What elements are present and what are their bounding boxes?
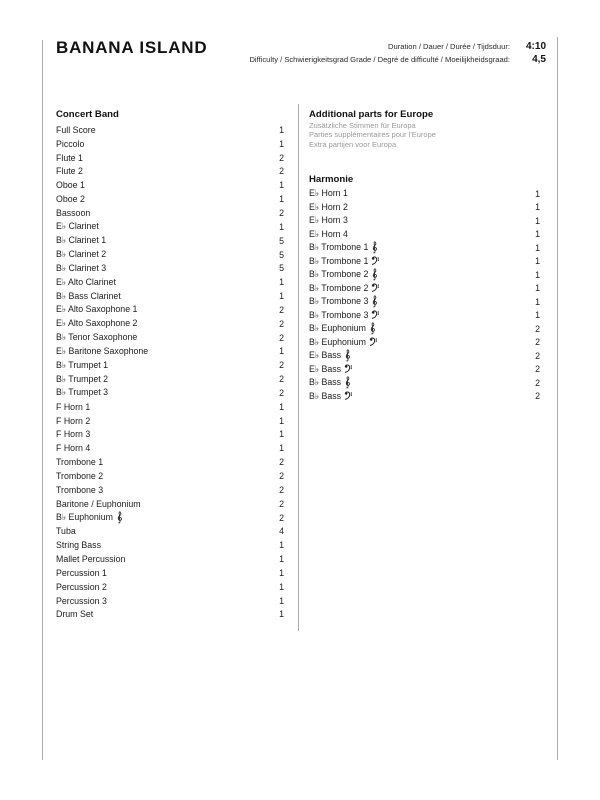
part-row [309,255,540,269]
part-name-text: E♭ Horn 3 [309,215,348,226]
part-name [56,429,90,439]
treble-clef-icon [344,376,351,389]
part-row [309,376,540,390]
part-row [56,206,284,220]
part-name-text: Percussion 2 [56,581,107,592]
part-name-text: B♭ Tenor Saxophone [56,332,138,343]
part-name-text: Bassoon [56,207,91,218]
part-qty: 2 [535,391,540,402]
part-name-text: F Horn 4 [56,443,91,454]
treble-clef-icon [371,241,378,254]
bass-clef-icon [369,337,378,346]
part-name [56,332,137,343]
part-name-text: E♭ Clarinet [56,221,99,232]
part-name [309,350,351,362]
part-name [56,540,101,550]
part-qty: 1 [535,283,540,294]
difficulty-label: Difficulty / Schwierigkeitsgrad Grade / Degré de difficulté / Moeilijkheidsgraad: [249,55,510,64]
part-name [56,568,107,578]
part-qty: 1 [279,291,284,302]
part-row [56,511,284,525]
part-row [309,187,540,201]
part-name [56,166,83,176]
part-row [309,214,540,228]
part-qty: 1 [279,415,284,426]
treble-clef-icon [369,322,376,335]
part-qty: 2 [279,387,284,398]
part-name-text: B♭ Trombone 1 [309,255,369,266]
difficulty-value: 4,5 [532,54,546,65]
part-qty: 2 [279,207,284,218]
part-qty: 1 [279,540,284,551]
part-row [56,137,284,151]
duration-row [230,41,546,54]
part-qty: 2 [279,512,284,523]
part-row [56,275,284,289]
part-name [56,208,90,218]
part-qty: 2 [279,318,284,329]
part-name-text: Flute 1 [56,152,83,163]
part-row [56,552,284,566]
part-name-text: B♭ Bass Clarinet [56,290,121,301]
part-qty: 5 [279,263,284,274]
part-qty: 2 [535,323,540,334]
part-name-text: Piccolo [56,138,85,149]
part-row [56,151,284,165]
part-name-text: Drum Set [56,609,94,620]
part-name-text: B♭ Clarinet 2 [56,249,107,260]
part-name [309,337,378,348]
part-name [309,310,380,321]
part-name [56,582,107,592]
part-qty: 2 [535,337,540,348]
part-name [309,229,348,240]
part-qty: 1 [279,346,284,357]
part-qty: 1 [279,221,284,232]
bass-clef-icon [371,283,380,292]
duration-value: 4:10 [525,41,546,52]
part-qty: 2 [279,360,284,371]
part-row [56,428,284,442]
part-row [309,349,540,363]
part-name-text: Full Score [56,124,96,135]
concert-band-list [56,123,284,621]
part-name-text: E♭ Horn 2 [309,201,348,212]
part-qty: 2 [279,332,284,343]
part-name [56,471,103,481]
page-right-border [557,37,558,760]
part-qty: 1 [535,229,540,240]
part-name [56,374,108,385]
part-name [56,139,84,149]
part-name [309,215,348,226]
part-row [309,309,540,323]
part-name [56,360,108,371]
treble-clef-icon [371,268,378,281]
part-name-text: E♭ Alto Clarinet [56,276,116,287]
part-row [56,248,284,262]
part-qty: 1 [535,256,540,267]
part-row [56,123,284,137]
harmonie-heading: Harmonie [309,174,354,185]
part-name [309,283,380,294]
part-name [56,277,116,288]
part-name-text: Percussion 3 [56,595,107,606]
part-row [56,608,284,622]
part-name [56,235,106,246]
part-name-text: Tuba [56,526,76,537]
part-name-text: E♭ Horn 4 [309,228,348,239]
part-name [56,554,125,564]
part-name [309,364,353,375]
part-name [56,304,137,315]
additional-parts-heading: Additional parts for Europe [309,109,434,120]
part-name [56,443,90,453]
part-name [309,242,378,254]
part-row [56,441,284,455]
part-row [56,178,284,192]
part-name [309,256,380,267]
part-name-text: B♭ Trombone 1 [309,242,369,253]
part-qty: 1 [279,277,284,288]
part-row [56,455,284,469]
part-row [309,228,540,242]
part-name [309,391,353,402]
part-name [56,499,141,509]
part-name-text: E♭ Alto Saxophone 2 [56,318,138,329]
part-row [309,295,540,309]
part-name-text: F Horn 3 [56,429,91,440]
part-name-text: Trombone 3 [56,484,104,495]
treble-clef-icon [371,295,378,308]
part-name-text: B♭ Euphonium [309,323,366,334]
part-name [56,180,85,190]
part-name-text: B♭ Trombone 3 [309,309,369,320]
part-name-text: B♭ Trombone 3 [309,296,369,307]
part-row [56,331,284,345]
duration-label: Duration / Dauer / Durée / Tijdsduur: [388,42,510,51]
part-qty: 2 [279,471,284,482]
part-name [56,291,121,302]
part-row [309,363,540,377]
part-row [56,220,284,234]
subheading-french: Parties supplémentaires pour l'Europe [309,130,436,140]
part-qty: 2 [279,166,284,177]
part-qty: 1 [279,567,284,578]
part-row [309,282,540,296]
part-name [56,596,107,606]
part-name-text: B♭ Bass [309,390,342,401]
part-qty: 1 [279,609,284,620]
part-name [309,202,348,213]
part-qty: 1 [535,202,540,213]
part-qty: 4 [279,526,284,537]
part-qty: 1 [279,443,284,454]
part-row [56,345,284,359]
part-row [56,289,284,303]
part-qty: 2 [535,377,540,388]
part-row [56,317,284,331]
part-name [56,416,90,426]
part-name-text: Percussion 1 [56,567,107,578]
part-qty: 1 [535,215,540,226]
part-row [309,268,540,282]
part-name-text: String Bass [56,540,101,551]
part-row [56,497,284,511]
part-name-text: E♭ Horn 1 [309,188,348,199]
part-qty: 5 [279,235,284,246]
part-row [56,524,284,538]
part-name-text: B♭ Clarinet 1 [56,235,107,246]
part-qty: 2 [279,457,284,468]
part-row [56,261,284,275]
part-row [56,594,284,608]
part-qty: 1 [535,296,540,307]
part-name-text: B♭ Trombone 2 [309,269,369,280]
part-row [56,414,284,428]
part-name-text: E♭ Bass [309,363,342,374]
part-qty: 1 [279,194,284,205]
part-name [56,221,99,232]
part-name-text: Trombone 2 [56,471,104,482]
part-name [309,188,348,199]
page-left-border [42,40,43,760]
part-row [309,201,540,215]
part-qty: 2 [535,364,540,375]
part-qty: 1 [279,581,284,592]
part-name-text: Mallet Percussion [56,554,126,565]
bass-clef-icon [371,310,380,319]
part-qty: 2 [279,498,284,509]
part-row [56,469,284,483]
part-name-text: B♭ Euphonium [56,512,113,523]
part-name-text: B♭ Euphonium [309,336,366,347]
part-name [56,526,76,536]
part-name [56,125,96,135]
part-row [309,390,540,404]
part-qty: 1 [535,269,540,280]
part-name-text: B♭ Trombone 2 [309,282,369,293]
part-name [56,194,85,204]
part-name [56,457,103,467]
part-name-text: Oboe 1 [56,180,85,191]
part-name [309,296,378,308]
part-row [56,165,284,179]
part-qty: 2 [279,304,284,315]
part-qty: 1 [535,242,540,253]
part-qty: 2 [279,374,284,385]
difficulty-row [230,54,546,67]
part-row [56,566,284,580]
treble-clef-icon [344,349,351,362]
part-name-text: B♭ Bass [309,377,342,388]
part-row [56,483,284,497]
part-qty: 1 [279,180,284,191]
additional-subheadings [309,121,436,149]
part-row [56,386,284,400]
bass-clef-icon [371,256,380,265]
part-name [56,387,108,398]
part-name-text: Trombone 1 [56,457,104,468]
page-title: BANANA ISLAND [56,38,208,57]
part-qty: 1 [279,554,284,565]
part-qty: 1 [535,188,540,199]
column-divider [298,104,299,631]
bass-clef-icon [344,391,353,400]
concert-band-heading: Concert Band [56,109,119,120]
part-row [56,192,284,206]
part-name [309,269,378,281]
part-qty: 1 [279,124,284,135]
part-row [56,372,284,386]
bass-clef-icon [344,364,353,373]
part-name [56,402,90,412]
part-name-text: Baritone / Euphonium [56,498,141,509]
part-row [56,358,284,372]
part-name [56,249,106,260]
part-row [56,234,284,248]
part-name-text: B♭ Trumpet 3 [56,387,109,398]
part-row [56,400,284,414]
part-name [56,153,83,163]
part-name-text: Oboe 2 [56,194,85,205]
subheading-german: Zusätzliche Stimmen für Europa [309,121,416,130]
part-name-text: E♭ Alto Saxophone 1 [56,304,138,315]
part-name [56,263,106,274]
part-name-text: B♭ Trumpet 2 [56,373,109,384]
part-qty: 1 [535,310,540,321]
part-name [309,323,376,335]
part-qty: 2 [279,152,284,163]
part-row [56,580,284,594]
meta-block [230,41,546,67]
part-name [56,346,148,357]
subheading-dutch: Extra partijen voor Europa [309,139,397,149]
part-row [309,241,540,255]
part-row [56,303,284,317]
part-qty: 2 [279,484,284,495]
treble-clef-icon [116,511,123,524]
part-qty: 1 [279,429,284,440]
part-name-text: B♭ Trumpet 1 [56,359,109,370]
part-row [309,322,540,336]
part-qty: 1 [279,595,284,606]
part-name-text: B♭ Clarinet 3 [56,262,107,273]
part-qty: 2 [535,350,540,361]
part-name [56,318,137,329]
part-name-text: F Horn 1 [56,401,91,412]
part-name-text: E♭ Bass [309,350,342,361]
part-name [56,609,93,619]
part-name [309,377,351,389]
part-name-text: F Horn 2 [56,415,91,426]
part-name-text: E♭ Baritone Saxophone [56,345,149,356]
harmonie-list [309,187,540,403]
part-qty: 5 [279,249,284,260]
part-row [309,336,540,350]
part-qty: 1 [279,138,284,149]
part-qty: 1 [279,401,284,412]
part-name [56,485,103,495]
part-name [56,512,123,524]
part-row [56,538,284,552]
part-name-text: Flute 2 [56,166,83,177]
